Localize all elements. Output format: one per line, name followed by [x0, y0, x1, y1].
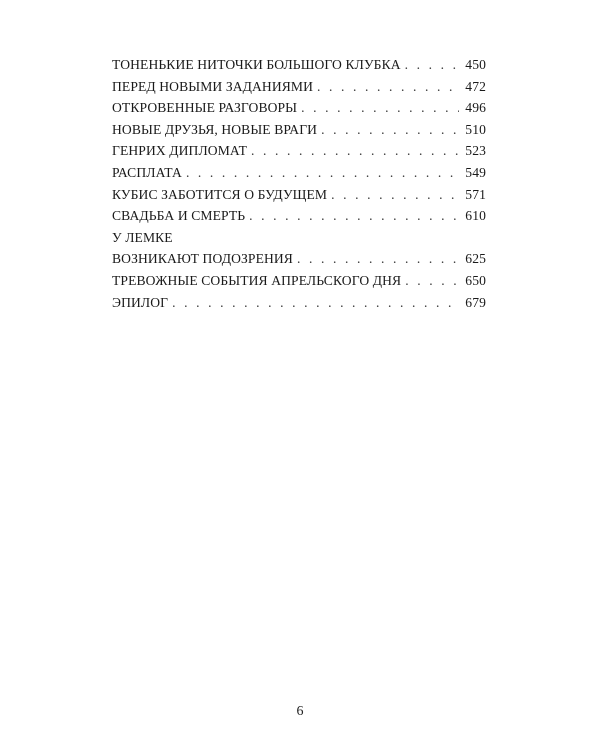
toc-entry-title: ОТКРОВЕННЫЕ РАЗГОВОРЫ	[112, 100, 298, 116]
toc-entry-page: 472	[465, 78, 486, 94]
toc-dot-leader	[172, 295, 459, 311]
toc-entry-page: 571	[465, 186, 486, 202]
toc-entry-title: НОВЫЕ ДРУЗЬЯ, НОВЫЕ ВРАГИ	[112, 121, 318, 137]
page-number: 6	[296, 704, 304, 719]
toc-entry	[112, 230, 486, 252]
toc-entry-title: ПЕРЕД НОВЫМИ ЗАДАНИЯМИ	[112, 78, 314, 94]
toc-entry-page: 549	[465, 164, 486, 180]
toc-dot-leader	[321, 122, 459, 138]
toc-entry	[112, 165, 486, 187]
toc-dot-leader	[331, 187, 459, 203]
toc-entry-title: ВОЗНИКАЮТ ПОДОЗРЕНИЯ	[112, 251, 293, 267]
toc-entry	[112, 187, 486, 209]
toc-dot-leader	[405, 273, 459, 289]
toc-entry-title: КУБИС ЗАБОТИТСЯ О БУДУЩЕМ	[112, 186, 328, 202]
toc-entry-page: 523	[465, 143, 486, 159]
toc-entry	[112, 208, 486, 230]
toc-entry-page: 625	[465, 251, 486, 267]
toc-entry-title: РАСПЛАТА	[112, 164, 182, 180]
toc-entry-title: ТОНЕНЬКИЕ НИТОЧКИ БОЛЬШОГО КЛУБКА	[112, 57, 401, 72]
toc-entry-page: 679	[465, 294, 486, 310]
toc-dot-leader	[301, 100, 459, 116]
toc-dot-leader	[297, 251, 459, 267]
toc-dot-leader	[317, 79, 459, 95]
toc-entry-page: 650	[465, 272, 486, 288]
toc-entry	[112, 295, 486, 317]
toc-entry	[112, 79, 486, 101]
toc-entry	[112, 251, 486, 273]
toc-entry-title: СВАДЬБА И СМЕРТЬ	[112, 208, 246, 224]
toc-entry-page: 610	[465, 208, 486, 224]
toc-entry	[112, 122, 486, 144]
toc-entry	[112, 273, 486, 295]
toc-dot-leader	[249, 208, 459, 224]
toc-entry	[112, 143, 486, 165]
toc-dot-leader	[186, 165, 459, 181]
toc-entry-page: 450	[465, 57, 486, 72]
toc-entry-title: У ЛЕМКЕ	[112, 229, 173, 245]
toc-entry	[112, 57, 486, 79]
toc-entry-title: ЭПИЛОГ	[112, 294, 169, 310]
toc-entry-title: ТРЕВОЖНЫЕ СОБЫТИЯ АПРЕЛЬСКОГО ДНЯ	[112, 272, 402, 288]
toc-entry	[112, 100, 486, 122]
toc-entry-title: ГЕНРИХ ДИПЛОМАТ	[112, 143, 248, 159]
toc-dot-leader	[251, 143, 459, 159]
toc-entry-page: 496	[465, 100, 486, 116]
toc-entry-page: 510	[465, 121, 486, 137]
table-of-contents	[112, 57, 486, 316]
toc-dot-leader	[405, 57, 459, 73]
